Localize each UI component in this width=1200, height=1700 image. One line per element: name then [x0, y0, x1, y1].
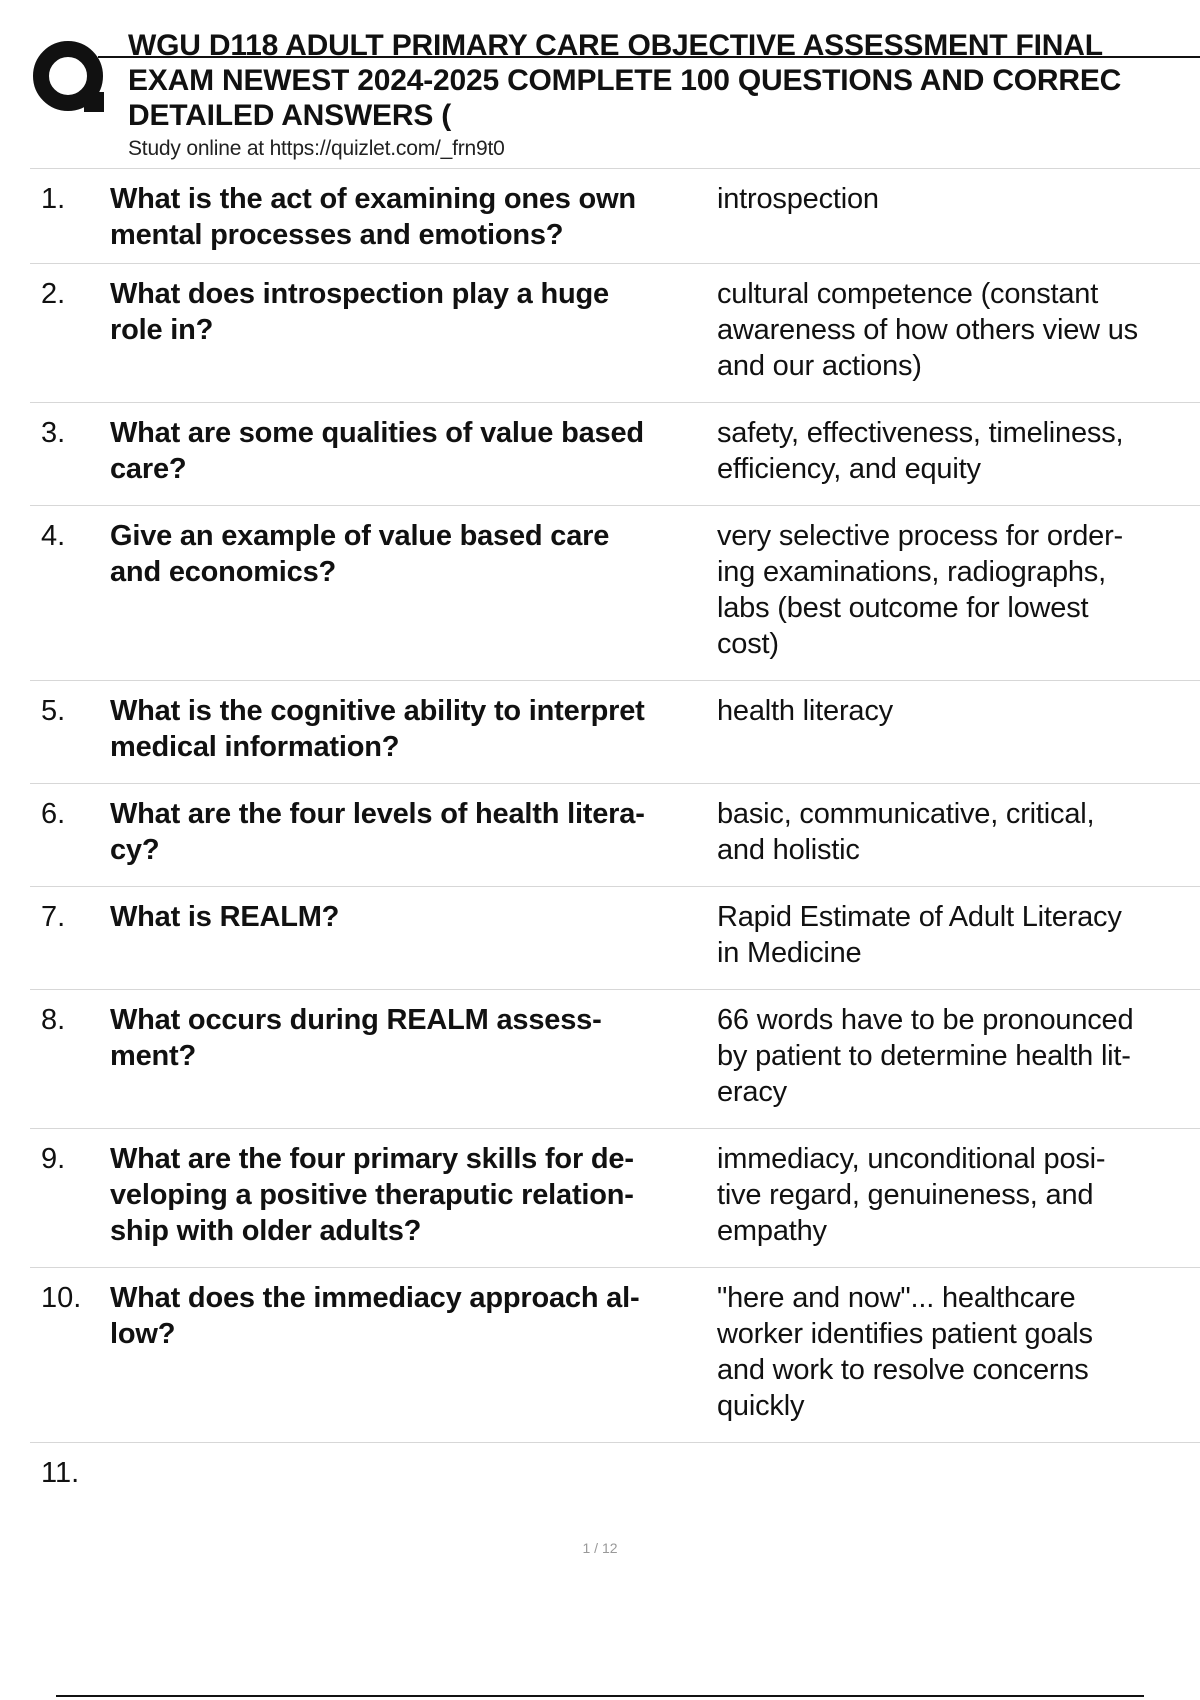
- qa-row: [30, 990, 1200, 1129]
- qa-row: [30, 169, 1200, 264]
- answer-text: 66 words have to be pronounced by patient to determine health lit- eracy: [717, 1004, 1134, 1108]
- question-text: What are the four primary skills for de- veloping a positive theraputic relation- ship with older adults?: [110, 1143, 634, 1247]
- question-number: 2.: [41, 278, 66, 310]
- quizlet-logo-icon: [32, 34, 108, 118]
- qa-row: [30, 1129, 1200, 1268]
- answer-text: cultural competence (constant awareness of how others view us and our actions): [717, 278, 1138, 382]
- question-text: What are some qualities of value based care?: [110, 417, 644, 485]
- question-number: 8.: [41, 1004, 66, 1036]
- question-number: 6.: [41, 798, 66, 830]
- answer-text: safety, effectiveness, timeliness, efficiency, and equity: [717, 417, 1124, 485]
- answer-text: basic, communicative, critical, and holistic: [717, 798, 1095, 866]
- footer-rule: [56, 1695, 1144, 1697]
- question-number: 10.: [41, 1282, 82, 1314]
- qa-row: [30, 403, 1200, 506]
- question-number: 5.: [41, 695, 66, 727]
- qa-row: [30, 1443, 1200, 1513]
- answer-text: "here and now"... healthcare worker identifies patient goals and work to resolve concerns quickly: [717, 1282, 1093, 1422]
- question-number: 9.: [41, 1143, 66, 1175]
- question-text: Give an example of value based care and economics?: [110, 520, 610, 588]
- question-number: 1.: [41, 183, 66, 215]
- document-title: WGU D118 ADULT PRIMARY CARE OBJECTIVE ASSESSMENT FINAL EXAM NEWEST 2024-2025 COMPLETE 100 QUESTIONS AND CORREC DETAILED ANSWERS (: [128, 29, 1122, 132]
- qa-row: [30, 1268, 1200, 1443]
- question-text: What occurs during REALM assess- ment?: [110, 1004, 602, 1072]
- qa-row: [30, 784, 1200, 887]
- answer-text: immediacy, unconditional posi- tive regard, genuineness, and empathy: [717, 1143, 1106, 1247]
- qa-row: [30, 887, 1200, 990]
- question-text: What does introspection play a huge role in?: [110, 278, 609, 346]
- question-text: What is the cognitive ability to interpret medical information?: [110, 695, 645, 763]
- question-text: What is REALM?: [110, 901, 340, 933]
- qa-row: [30, 681, 1200, 784]
- question-text: What does the immediacy approach al- low?: [110, 1282, 640, 1350]
- qa-list: [30, 168, 1200, 1513]
- question-text: What is the act of examining ones own mental processes and emotions?: [110, 183, 636, 251]
- page-indicator: 1 / 12: [582, 1540, 618, 1556]
- question-text: What are the four levels of health litera- cy?: [110, 798, 645, 866]
- answer-text: Rapid Estimate of Adult Literacy in Medicine: [717, 901, 1122, 969]
- question-number: 4.: [41, 520, 66, 552]
- qa-row: [30, 264, 1200, 403]
- question-number: 11.: [41, 1457, 80, 1489]
- qa-row: [30, 506, 1200, 681]
- document-header: [30, 28, 1200, 168]
- answer-text: very selective process for order- ing examinations, radiographs, labs (best outcome for lowest cost): [717, 520, 1123, 660]
- question-number: 3.: [41, 417, 66, 449]
- question-number: 7.: [41, 901, 66, 933]
- study-online-link[interactable]: Study online at https://quizlet.com/_frn9t0: [128, 137, 505, 160]
- answer-text: introspection: [717, 183, 879, 215]
- answer-text: health literacy: [717, 695, 893, 727]
